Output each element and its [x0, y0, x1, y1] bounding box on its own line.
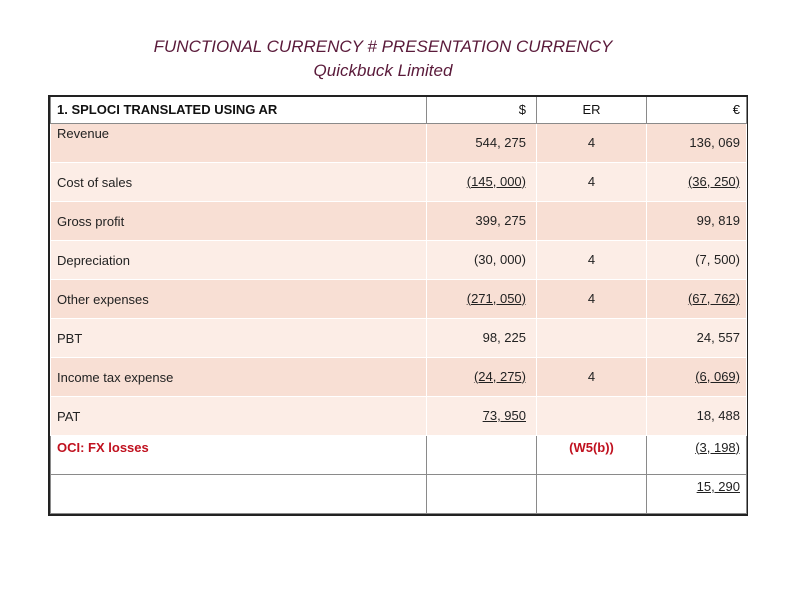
- row-er: 4: [537, 162, 647, 201]
- table-row-total: [51, 474, 747, 513]
- row-er: 4: [537, 123, 647, 162]
- slide-subtitle: Quickbuck Limited: [313, 61, 453, 80]
- row-usd: [427, 435, 537, 474]
- row-er: 4: [537, 240, 647, 279]
- row-label: Gross profit: [51, 201, 427, 240]
- table-header-row: [51, 97, 747, 123]
- table-row: [51, 279, 747, 318]
- row-label: Depreciation: [51, 240, 427, 279]
- row-eur: 18, 488: [647, 396, 747, 435]
- row-eur: 24, 557: [647, 318, 747, 357]
- row-usd: 73, 950: [482, 407, 526, 423]
- table-row: [51, 240, 747, 279]
- row-eur: 99, 819: [647, 201, 747, 240]
- translation-table: [48, 95, 748, 516]
- row-eur: (36, 250): [687, 173, 740, 189]
- row-er: [537, 474, 647, 513]
- table-row: [51, 201, 747, 240]
- row-eur: (6, 069): [695, 368, 740, 384]
- row-label: PBT: [51, 318, 427, 357]
- row-label: [51, 474, 427, 513]
- table-row: [51, 318, 747, 357]
- row-usd: (271, 050): [466, 290, 526, 306]
- row-eur: (7, 500): [647, 240, 747, 279]
- row-label: PAT: [51, 396, 427, 435]
- row-usd: 544, 275: [427, 123, 537, 162]
- table-row: [51, 357, 747, 396]
- table-row: [51, 162, 747, 201]
- table-row-oci: [51, 435, 747, 474]
- row-usd: 98, 225: [427, 318, 537, 357]
- header-eur: €: [647, 97, 747, 123]
- row-label: Revenue: [51, 123, 427, 162]
- row-er: [537, 201, 647, 240]
- row-er: (W5(b)): [537, 435, 647, 474]
- row-usd: (30, 000): [427, 240, 537, 279]
- row-label: Cost of sales: [51, 162, 427, 201]
- row-eur: (67, 762): [687, 290, 740, 306]
- row-label: OCI: FX losses: [51, 435, 427, 474]
- header-usd: $: [427, 97, 537, 123]
- row-eur: 136, 069: [647, 123, 747, 162]
- row-usd: 399, 275: [427, 201, 537, 240]
- row-er: [537, 318, 647, 357]
- header-er: ER: [537, 97, 647, 123]
- table-row: [51, 396, 747, 435]
- row-label: Other expenses: [51, 279, 427, 318]
- row-eur: 15, 290: [696, 478, 740, 494]
- row-usd: (24, 275): [473, 368, 526, 384]
- row-usd: [427, 474, 537, 513]
- slide-title: FUNCTIONAL CURRENCY # PRESENTATION CURRENCY: [153, 37, 613, 56]
- row-er: 4: [537, 357, 647, 396]
- header-label: 1. SPLOCI TRANSLATED USING AR: [51, 97, 427, 123]
- table-row: [51, 123, 747, 162]
- row-label: Income tax expense: [51, 357, 427, 396]
- row-er: 4: [537, 279, 647, 318]
- row-usd: (145, 000): [466, 173, 526, 189]
- row-er: [537, 396, 647, 435]
- row-eur: (3, 198): [695, 439, 740, 455]
